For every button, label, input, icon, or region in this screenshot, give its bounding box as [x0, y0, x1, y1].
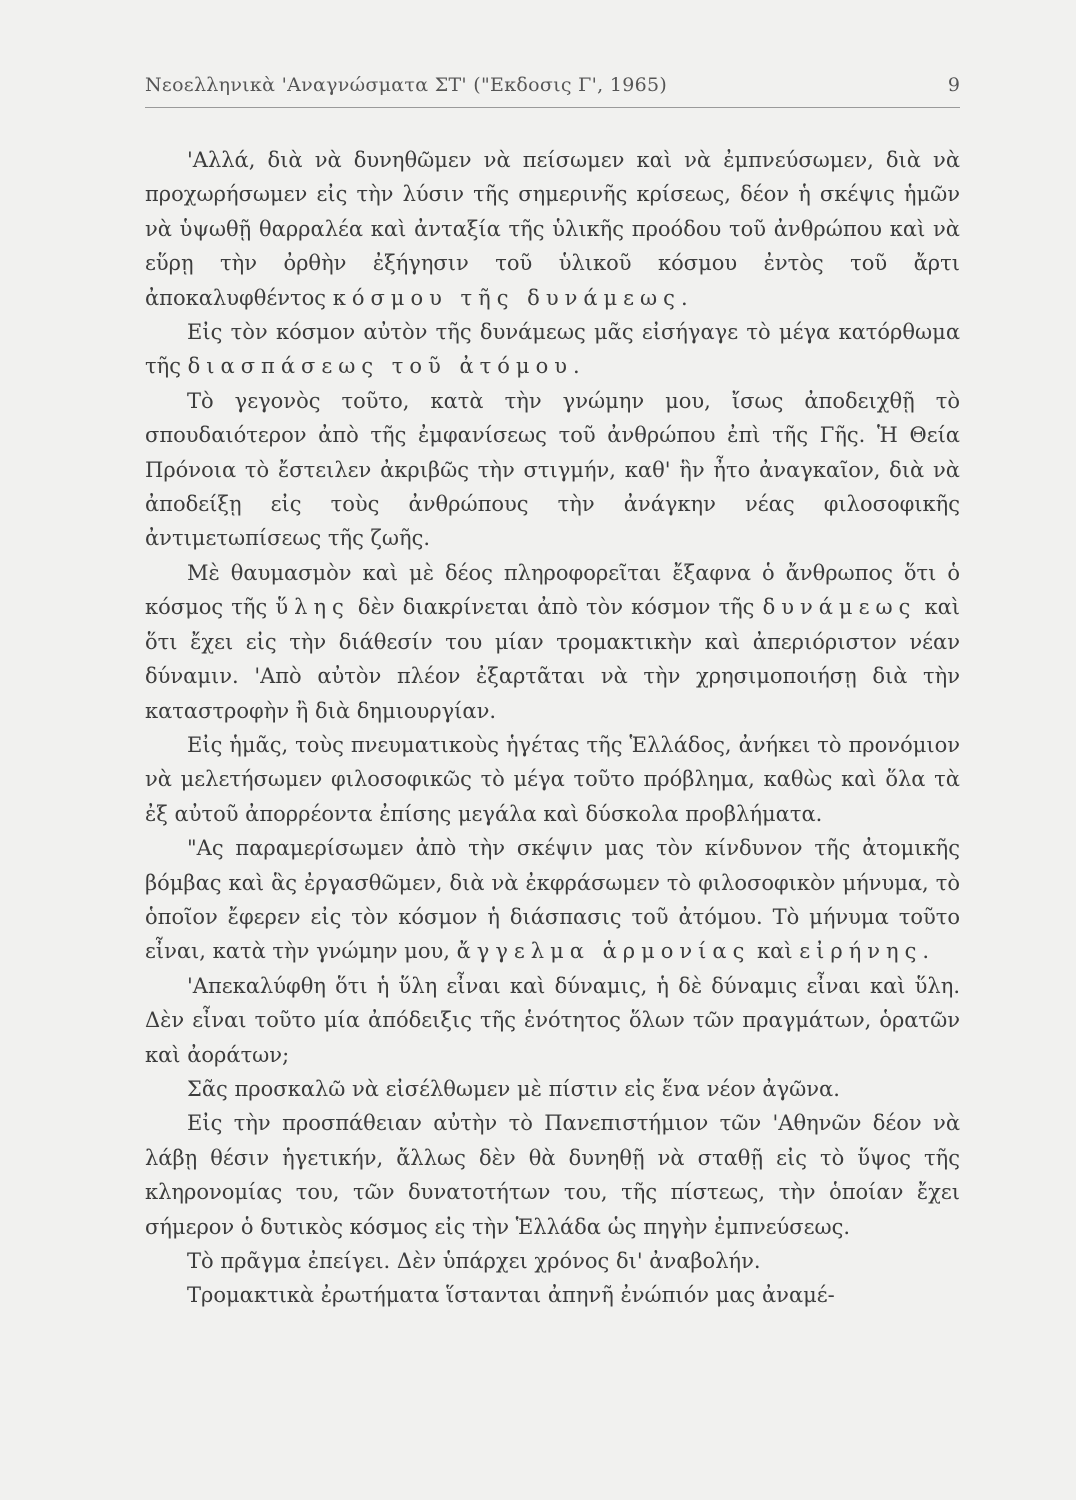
text-run: Εἰς ἡμᾶς, τοὺς πνευματικοὺς ἡγέτας τῆς Ἑλλάδος, ἀνήκει τὸ προνόμιον νὰ μελετήσωμεν φιλοσοφικῶς τὸ μέγα τοῦτο πρόβλημα, καθὼς καὶ ὅλα τὰ ἐξ αὐτοῦ ἀπορρέοντα ἐπίσης μεγάλα καὶ δύσκολα προβλήματα. [145, 732, 960, 826]
text-run: Τὸ γεγονὸς τοῦτο, κατὰ τὴν γνώμην μου, ἴσως ἀποδειχθῇ τὸ σπουδαιότερον ἀπὸ τῆς ἐμφανίσεως τοῦ ἀνθρώπου ἐπὶ τῆς Γῆς. Ἡ Θεία Πρόνοια τὸ ἔστειλεν ἀκριβῶς τὴν στιγμήν, καθ' ἣν ἦτο ἀναγκαῖον, διὰ νὰ ἀποδείξῃ εἰς τοὺς ἀνθρώπους τὴν ἀνάγκην νέας φιλοσοφικῆς ἀντιμετωπίσεως τῆς ζωῆς. [145, 388, 960, 551]
paragraph [145, 969, 960, 1072]
emphasized-text: κόσμου τῆς δυνάμεως. [332, 285, 694, 310]
paragraph [145, 384, 960, 556]
page-header [145, 70, 960, 108]
text-run: δὲν διακρίνεται ἀπὸ τὸν κόσμον τῆς [349, 595, 763, 620]
text-run: καὶ ὅτι ἔχει εἰς τὴν διάθεσίν του μίαν τρομακτικὴν καὶ ἀπεριόριστον νέαν δύναμιν. 'Απὸ αὐτὸν πλέον ἐξαρτᾶται νὰ τὴν χρησιμοποιήσῃ διὰ τὴν καταστροφὴν ἢ διὰ δημιουργίαν. [145, 595, 961, 723]
paragraph [145, 315, 960, 384]
emphasized-text: διασπάσεως τοῦ ἀτόμου. [187, 354, 586, 379]
paragraph [145, 143, 960, 315]
emphasized-text: ἄγγελμα ἁρμονίας [456, 939, 751, 964]
text-run: Τὸ πρᾶγμα ἐπείγει. Δὲν ὑπάρχει χρόνος δι' ἀναβολήν. [187, 1249, 761, 1273]
emphasized-text: δυνάμεως [762, 595, 917, 620]
emphasized-text: ὕλης [275, 595, 350, 620]
text-run: 'Απεκαλύφθη ὅτι ἡ ὕλη εἶναι καὶ δύναμις, ἡ δὲ δύναμις εἶναι καὶ ὕλη. Δὲν εἶναι τοῦτο μία ἀπόδειξις τῆς ἑνότητος ὅλων τῶν πραγμάτων, ὁρατῶν καὶ ἀοράτων; [145, 973, 960, 1067]
text-run: Τρομακτικὰ ἐρωτήματα ἵστανται ἀπηνῆ ἐνώπιόν μας ἀναμέ- [187, 1283, 835, 1308]
emphasized-text: εἰρήνης. [799, 939, 936, 964]
paragraph [145, 1072, 960, 1106]
text-run: Μὲ θαυμασμὸν καὶ μὲ δέος πληροφορεῖται ἔξαφνα ὁ ἄνθρωπος ὅτι ὁ κόσμος τῆς [145, 560, 960, 620]
paragraph [145, 556, 960, 728]
running-title: Νεοελληνικὰ 'Αναγνώσματα ΣΤ' ("Εκδοσις Γ', 1965) [145, 74, 668, 96]
text-run: Εἰς τὸν κόσμον αὐτὸν τῆς δυνάμεως μᾶς εἰσήγαγε τὸ μέγα κατόρθωμα τῆς [145, 320, 960, 379]
text-run: Σᾶς προσκαλῶ νὰ εἰσέλθωμεν μὲ πίστιν εἰς ἕνα νέον ἀγῶνα. [187, 1076, 840, 1101]
paragraph [145, 831, 960, 969]
text-run: Εἰς τὴν προσπάθειαν αὐτὴν τὸ Πανεπιστήμιον τῶν 'Αθηνῶν δέον νὰ λάβῃ θέσιν ἡγετικήν, ἄλλως δὲν θὰ δυνηθῇ νὰ σταθῇ εἰς τὸ ὕψος τῆς κληρονομίας του, τῶν δυνατοτήτων του, τῆς πίστεως, τὴν ὁποίαν ἔχει σήμερον ὁ δυτικὸς κόσμος εἰς τὴν Ἑλλάδα ὡς πηγὴν ἐμπνεύσεως. [145, 1111, 960, 1239]
body-text [145, 143, 960, 1313]
text-run: καὶ [750, 939, 800, 964]
paragraph [145, 1106, 960, 1244]
text-run: 'Αλλά, διὰ νὰ δυνηθῶμεν νὰ πείσωμεν καὶ νὰ ἐμπνεύσωμεν, διὰ νὰ προχωρήσωμεν εἰς τὴν λύσιν τῆς σημερινῆς κρίσεως, δέον ἡ σκέψις ἡμῶν νὰ ὑψωθῇ θαρραλέα καὶ ἀνταξία τῆς ὑλικῆς προόδου τοῦ ἀνθρώπου καὶ νὰ εὕρῃ τὴν ὀρθὴν ἐξήγησιν τοῦ ὑλικοῦ κόσμου ἐντὸς τοῦ ἄρτι ἀποκαλυφθέντος [145, 148, 960, 310]
page-number: 9 [947, 74, 960, 96]
text-run: "Ας παραμερίσωμεν ἀπὸ τὴν σκέψιν μας τὸν κίνδυνον τῆς ἀτομικῆς βόμβας καὶ ἃς ἐργασθῶμεν, διὰ νὰ ἐκφράσωμεν τὸ φιλοσοφικὸν μήνυμα, τὸ ὁποῖον ἔφερεν εἰς τὸν κόσμον ἡ διάσπασις τοῦ ἀτόμου. Τὸ μήνυμα τοῦτο εἶναι, κατὰ τὴν γνώμην μου, [145, 836, 960, 964]
paragraph [145, 728, 960, 831]
paragraph [145, 1278, 960, 1312]
paragraph [145, 1244, 960, 1278]
